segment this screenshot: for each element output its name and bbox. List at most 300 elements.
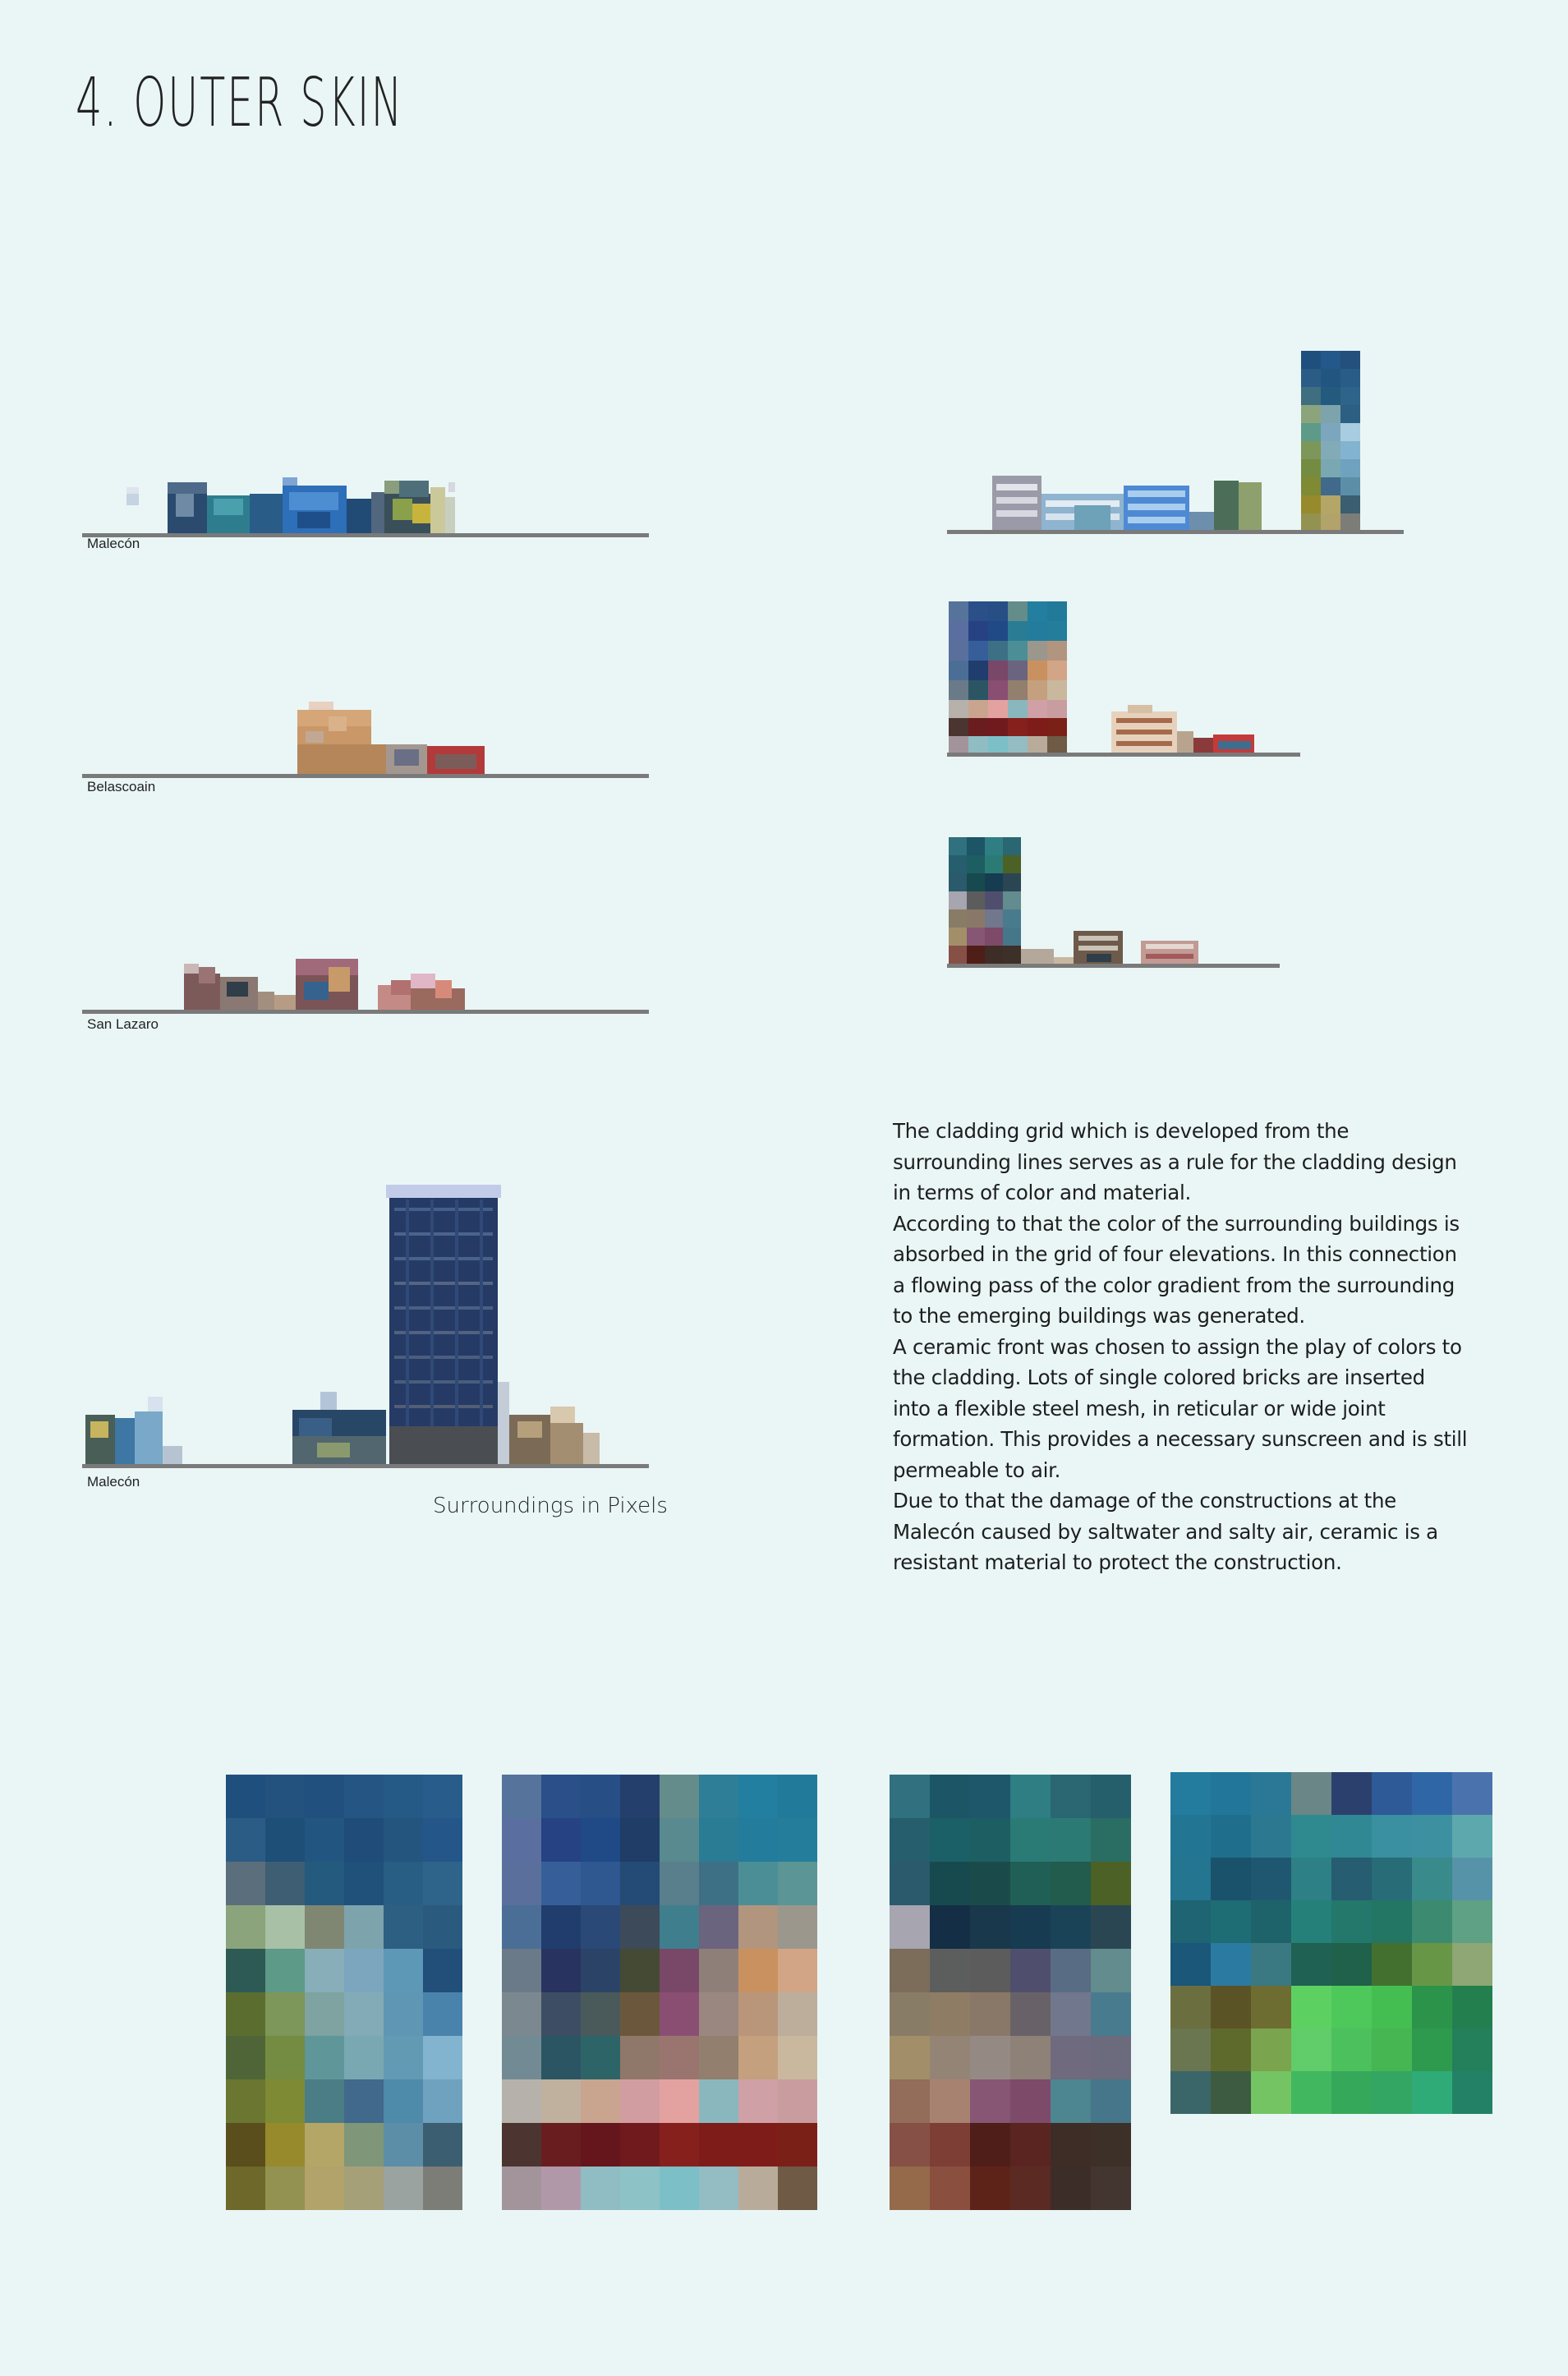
- color-cell: [1291, 1943, 1331, 1986]
- color-cell: [970, 1818, 1010, 1862]
- color-cell: [1091, 1949, 1131, 1992]
- color-cell: [970, 2123, 1010, 2166]
- color-cell: [930, 1905, 970, 1949]
- color-cell: [1452, 2028, 1492, 2071]
- color-cell: [1091, 1992, 1131, 2036]
- color-cell: [1051, 1949, 1091, 1992]
- color-cell: [541, 1818, 581, 1862]
- color-cell: [1331, 1772, 1372, 1815]
- pixel-skyline: [82, 934, 649, 1016]
- color-cell: [1331, 2028, 1372, 2071]
- color-cell: [1211, 1900, 1251, 1943]
- color-cell: [890, 1992, 930, 2036]
- color-cell: [930, 1949, 970, 1992]
- color-cell: [384, 2036, 423, 2079]
- color-cell: [581, 2166, 620, 2210]
- color-cell: [1251, 2028, 1291, 2071]
- color-cell: [1251, 1772, 1291, 1815]
- color-cell: [620, 1862, 660, 1905]
- color-cell: [890, 2166, 930, 2210]
- color-grid: [1170, 1772, 1492, 2114]
- color-cell: [1251, 2071, 1291, 2114]
- color-cell: [1291, 1815, 1331, 1858]
- color-grid: [502, 1775, 817, 2210]
- caption-san-lazaro: San Lazaro: [87, 1016, 159, 1032]
- color-cell: [1372, 1943, 1412, 1986]
- color-cell: [541, 2123, 581, 2166]
- color-cell: [1291, 1858, 1331, 1900]
- color-cell: [265, 1949, 305, 1992]
- color-cell: [778, 2123, 817, 2166]
- color-cell: [930, 2166, 970, 2210]
- color-grid: [226, 1775, 462, 2210]
- color-cell: [423, 2079, 462, 2123]
- color-cell: [620, 2036, 660, 2079]
- color-cell: [305, 1862, 344, 1905]
- color-cell: [890, 2079, 930, 2123]
- color-cell: [1412, 1858, 1452, 1900]
- color-cell: [1211, 1815, 1251, 1858]
- color-cell: [1331, 1900, 1372, 1943]
- color-cell: [265, 2079, 305, 2123]
- color-cell: [226, 1992, 265, 2036]
- color-cell: [581, 1992, 620, 2036]
- color-cell: [699, 1775, 738, 1818]
- color-cell: [226, 2036, 265, 2079]
- color-cell: [890, 1862, 930, 1905]
- description-paragraph: A ceramic front was chosen to assign the play of colors to the cladding. Lots of single colored bricks are inserted into a flexible steel mesh, in reticular or wide joint formation. This provides a necessary sunscreen and is still permeable to air.: [893, 1334, 1468, 1482]
- color-cell: [930, 2036, 970, 2079]
- color-cell: [502, 2036, 541, 2079]
- color-cell: [1251, 1815, 1291, 1858]
- color-cell: [226, 1862, 265, 1905]
- elevation-belascoain: [82, 698, 649, 780]
- color-cell: [620, 1992, 660, 2036]
- color-cell: [344, 1862, 384, 1905]
- color-cell: [1372, 1858, 1412, 1900]
- caption-belascoain: Belascoain: [87, 779, 156, 794]
- color-cell: [265, 1862, 305, 1905]
- color-cell: [423, 1949, 462, 1992]
- color-cell: [265, 1775, 305, 1818]
- color-cell: [541, 1775, 581, 1818]
- color-cell: [502, 2123, 541, 2166]
- color-cell: [502, 1818, 541, 1862]
- color-cell: [305, 1775, 344, 1818]
- color-cell: [581, 1905, 620, 1949]
- color-cell: [1251, 1986, 1291, 2028]
- color-cell: [1211, 2028, 1251, 2071]
- color-cell: [660, 2079, 699, 2123]
- color-cell: [1412, 1900, 1452, 1943]
- color-cell: [226, 1949, 265, 1992]
- color-cell: [930, 1775, 970, 1818]
- color-cell: [305, 2079, 344, 2123]
- color-cell: [581, 2079, 620, 2123]
- color-cell: [502, 1905, 541, 1949]
- color-cell: [1010, 1992, 1051, 2036]
- color-cell: [226, 2123, 265, 2166]
- color-cell: [699, 1862, 738, 1905]
- color-cell: [1372, 1772, 1412, 1815]
- grid-tower: [949, 837, 1021, 964]
- color-cell: [699, 2123, 738, 2166]
- color-cell: [1010, 1862, 1051, 1905]
- color-cell: [699, 2166, 738, 2210]
- color-cell: [1412, 1986, 1452, 2028]
- color-cell: [1010, 2036, 1051, 2079]
- pixel-skyline: [82, 456, 649, 538]
- color-cell: [738, 2036, 778, 2079]
- color-cell: [384, 2166, 423, 2210]
- color-cell: [226, 2079, 265, 2123]
- color-cell: [620, 2166, 660, 2210]
- color-grid-panel-3: [890, 1775, 1131, 2210]
- color-cell: [1170, 1943, 1211, 1986]
- color-cell: [1291, 2071, 1331, 2114]
- pixel-skyline-tower: [82, 1175, 649, 1479]
- color-cell: [1251, 1900, 1291, 1943]
- color-cell: [778, 2166, 817, 2210]
- color-cell: [423, 2036, 462, 2079]
- color-cell: [344, 1949, 384, 1992]
- grid-tower: [1301, 351, 1360, 530]
- color-cell: [344, 2166, 384, 2210]
- color-cell: [930, 1818, 970, 1862]
- color-cell: [1412, 2071, 1452, 2114]
- color-cell: [660, 1775, 699, 1818]
- facade-with-grid: [947, 834, 1292, 1015]
- color-cell: [1412, 2028, 1452, 2071]
- color-grid-panel-2: [502, 1775, 817, 2210]
- color-cell: [384, 1775, 423, 1818]
- color-cell: [738, 1775, 778, 1818]
- color-cell: [1412, 1943, 1452, 1986]
- color-cell: [305, 1949, 344, 1992]
- color-cell: [384, 1992, 423, 2036]
- color-cell: [1452, 1858, 1492, 1900]
- color-cell: [1051, 2166, 1091, 2210]
- color-cell: [738, 2166, 778, 2210]
- color-cell: [1372, 1986, 1412, 2028]
- description-text: [893, 1116, 1468, 1578]
- description-paragraph: Due to that the damage of the constructions at the Malecón caused by saltwater and salty air, ceramic is a resistant material to protect the construction.: [893, 1489, 1438, 1574]
- color-cell: [226, 1775, 265, 1818]
- color-cell: [660, 1862, 699, 1905]
- color-cell: [1051, 1862, 1091, 1905]
- color-cell: [738, 1818, 778, 1862]
- color-cell: [541, 1862, 581, 1905]
- color-cell: [344, 1992, 384, 2036]
- color-cell: [699, 1949, 738, 1992]
- color-cell: [660, 1818, 699, 1862]
- pixel-skyline: [82, 698, 649, 780]
- color-cell: [970, 1992, 1010, 2036]
- color-cell: [738, 1905, 778, 1949]
- color-cell: [778, 1949, 817, 1992]
- color-cell: [384, 2123, 423, 2166]
- color-cell: [1091, 2123, 1131, 2166]
- color-cell: [581, 1818, 620, 1862]
- color-cell: [1170, 1900, 1211, 1943]
- figure-caption: Surroundings in Pixels: [433, 1494, 668, 1518]
- color-cell: [1412, 1772, 1452, 1815]
- color-cell: [1170, 1815, 1211, 1858]
- color-cell: [226, 2166, 265, 2210]
- color-cell: [384, 1862, 423, 1905]
- color-cell: [1291, 1986, 1331, 2028]
- color-cell: [699, 1905, 738, 1949]
- color-cell: [423, 2166, 462, 2210]
- color-cell: [305, 2123, 344, 2166]
- color-cell: [620, 1905, 660, 1949]
- color-cell: [344, 2079, 384, 2123]
- color-cell: [930, 1862, 970, 1905]
- elevation-malecon-top: [82, 456, 649, 538]
- color-cell: [660, 2123, 699, 2166]
- color-cell: [738, 1992, 778, 2036]
- color-cell: [970, 2036, 1010, 2079]
- color-cell: [970, 1905, 1010, 1949]
- color-cell: [620, 1775, 660, 1818]
- color-cell: [1291, 2028, 1331, 2071]
- color-cell: [699, 1992, 738, 2036]
- color-cell: [1091, 2166, 1131, 2210]
- color-cell: [423, 2123, 462, 2166]
- color-cell: [1211, 1772, 1251, 1815]
- color-cell: [620, 1818, 660, 1862]
- color-cell: [970, 2079, 1010, 2123]
- color-cell: [1331, 2071, 1372, 2114]
- page-title: 4. OUTER SKIN: [76, 64, 404, 142]
- color-cell: [620, 1949, 660, 1992]
- color-cell: [1331, 1815, 1372, 1858]
- color-cell: [1091, 1818, 1131, 1862]
- elevation-right-malecon: [947, 349, 1407, 540]
- elevation-right-san-lazaro: [947, 834, 1292, 1015]
- color-cell: [384, 1818, 423, 1862]
- color-cell: [541, 1992, 581, 2036]
- color-cell: [738, 1949, 778, 1992]
- color-cell: [778, 1905, 817, 1949]
- color-cell: [1170, 2028, 1211, 2071]
- color-cell: [502, 1992, 541, 2036]
- color-cell: [305, 1905, 344, 1949]
- color-cell: [1372, 2028, 1412, 2071]
- color-cell: [502, 1862, 541, 1905]
- color-cell: [1211, 1858, 1251, 1900]
- color-cell: [778, 1992, 817, 2036]
- color-cell: [423, 1905, 462, 1949]
- color-cell: [423, 1862, 462, 1905]
- color-cell: [890, 1775, 930, 1818]
- color-cell: [1010, 1775, 1051, 1818]
- color-cell: [620, 2123, 660, 2166]
- description-paragraph: According to that the color of the surrounding buildings is absorbed in the grid of four elevations. In this connection a flowing pass of the color gradient from the surrounding to the emerging buildings was generated.: [893, 1211, 1460, 1328]
- color-cell: [344, 1905, 384, 1949]
- color-cell: [1372, 2071, 1412, 2114]
- elevation-san-lazaro: [82, 934, 649, 1016]
- color-cell: [581, 2036, 620, 2079]
- color-cell: [502, 1775, 541, 1818]
- color-cell: [1091, 2036, 1131, 2079]
- color-cell: [1291, 1772, 1331, 1815]
- color-cell: [1091, 1905, 1131, 1949]
- color-cell: [344, 2123, 384, 2166]
- color-cell: [738, 2079, 778, 2123]
- color-cell: [660, 2036, 699, 2079]
- color-cell: [699, 2079, 738, 2123]
- color-cell: [226, 1818, 265, 1862]
- color-cell: [1291, 1900, 1331, 1943]
- color-cell: [502, 2166, 541, 2210]
- color-cell: [265, 2036, 305, 2079]
- color-cell: [660, 2166, 699, 2210]
- color-grid-panel-4: [1170, 1772, 1492, 2114]
- color-cell: [265, 2166, 305, 2210]
- color-cell: [778, 2036, 817, 2079]
- color-cell: [423, 1992, 462, 2036]
- color-cell: [1170, 1986, 1211, 2028]
- color-cell: [541, 2079, 581, 2123]
- color-cell: [541, 2036, 581, 2079]
- color-cell: [1331, 1986, 1372, 2028]
- color-cell: [265, 1818, 305, 1862]
- color-cell: [502, 2079, 541, 2123]
- color-cell: [660, 1949, 699, 1992]
- color-cell: [778, 1775, 817, 1818]
- color-cell: [1372, 1815, 1412, 1858]
- color-cell: [1010, 1905, 1051, 1949]
- color-cell: [890, 2123, 930, 2166]
- color-cell: [930, 1992, 970, 2036]
- color-cell: [1452, 1986, 1492, 2028]
- color-cell: [1452, 1815, 1492, 1858]
- color-cell: [930, 2123, 970, 2166]
- color-cell: [1010, 2079, 1051, 2123]
- color-cell: [970, 1949, 1010, 1992]
- color-cell: [1251, 1858, 1291, 1900]
- color-grid-panel-1: [226, 1775, 462, 2210]
- color-cell: [970, 2166, 1010, 2210]
- color-cell: [265, 1992, 305, 2036]
- color-cell: [581, 1949, 620, 1992]
- color-cell: [1051, 1818, 1091, 1862]
- color-cell: [541, 1905, 581, 1949]
- color-cell: [1412, 1815, 1452, 1858]
- color-cell: [738, 1862, 778, 1905]
- color-cell: [305, 1992, 344, 2036]
- color-cell: [344, 1775, 384, 1818]
- color-cell: [581, 2123, 620, 2166]
- color-cell: [1010, 2123, 1051, 2166]
- color-cell: [660, 1992, 699, 2036]
- color-cell: [423, 1775, 462, 1818]
- color-cell: [344, 1818, 384, 1862]
- color-cell: [890, 2036, 930, 2079]
- color-cell: [265, 1905, 305, 1949]
- color-cell: [1251, 1943, 1291, 1986]
- caption-malecon-top: Malecón: [87, 536, 140, 551]
- color-cell: [1372, 1900, 1412, 1943]
- color-grid: [890, 1775, 1131, 2210]
- color-cell: [1211, 1943, 1251, 1986]
- color-cell: [344, 2036, 384, 2079]
- color-cell: [1170, 2071, 1211, 2114]
- color-cell: [778, 1862, 817, 1905]
- color-cell: [1091, 1775, 1131, 1818]
- color-cell: [1170, 1858, 1211, 1900]
- color-cell: [423, 1818, 462, 1862]
- color-cell: [890, 1905, 930, 1949]
- elevation-malecon-bottom: [82, 1175, 649, 1479]
- color-cell: [541, 2166, 581, 2210]
- color-cell: [541, 1949, 581, 1992]
- color-cell: [970, 1775, 1010, 1818]
- color-cell: [1211, 1986, 1251, 2028]
- color-cell: [660, 1905, 699, 1949]
- description-paragraph: The cladding grid which is developed from the surrounding lines serves as a rule for the cladding design in terms of color and material.: [893, 1119, 1457, 1204]
- color-cell: [1051, 1775, 1091, 1818]
- color-cell: [502, 1949, 541, 1992]
- color-cell: [699, 1818, 738, 1862]
- color-cell: [1051, 1992, 1091, 2036]
- grid-tower: [949, 601, 1067, 753]
- color-cell: [778, 2079, 817, 2123]
- facade-with-grid: [947, 600, 1308, 780]
- color-cell: [620, 2079, 660, 2123]
- color-cell: [305, 2166, 344, 2210]
- color-cell: [1051, 2036, 1091, 2079]
- color-cell: [890, 1949, 930, 1992]
- color-cell: [970, 1862, 1010, 1905]
- color-cell: [1211, 2071, 1251, 2114]
- color-cell: [890, 1818, 930, 1862]
- color-cell: [1331, 1943, 1372, 1986]
- color-cell: [778, 1818, 817, 1862]
- elevation-right-belascoain: [947, 600, 1308, 780]
- color-cell: [738, 2123, 778, 2166]
- color-cell: [265, 2123, 305, 2166]
- color-cell: [1010, 1818, 1051, 1862]
- color-cell: [384, 1905, 423, 1949]
- caption-malecon-bottom: Malecón: [87, 1474, 140, 1490]
- color-cell: [226, 1905, 265, 1949]
- color-cell: [1051, 2079, 1091, 2123]
- color-cell: [930, 2079, 970, 2123]
- color-cell: [1452, 1772, 1492, 1815]
- color-cell: [1170, 1772, 1211, 1815]
- color-cell: [581, 1862, 620, 1905]
- color-cell: [1091, 1862, 1131, 1905]
- color-cell: [1331, 1858, 1372, 1900]
- color-cell: [1452, 1900, 1492, 1943]
- color-cell: [1051, 2123, 1091, 2166]
- color-cell: [384, 2079, 423, 2123]
- color-cell: [1010, 2166, 1051, 2210]
- color-cell: [305, 1818, 344, 1862]
- color-cell: [384, 1949, 423, 1992]
- color-cell: [1452, 1943, 1492, 1986]
- color-cell: [1010, 1949, 1051, 1992]
- color-cell: [1091, 2079, 1131, 2123]
- color-cell: [1452, 2071, 1492, 2114]
- color-cell: [1051, 1905, 1091, 1949]
- color-cell: [581, 1775, 620, 1818]
- facade-with-grid: [947, 349, 1407, 540]
- color-cell: [699, 2036, 738, 2079]
- color-cell: [305, 2036, 344, 2079]
